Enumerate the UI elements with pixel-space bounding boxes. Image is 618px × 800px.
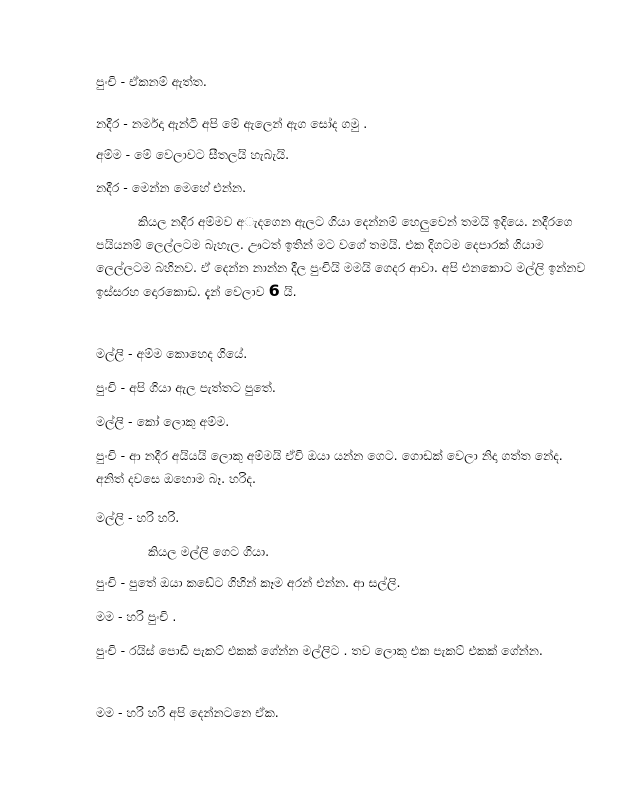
narrative-paragraph: [96, 210, 594, 303]
time-number: 6: [268, 281, 280, 300]
dialogue-line: මම - හරි හරි අපි දෙන්නටනෙ ඒක.: [96, 705, 279, 720]
dialogue-line: පුංචි - ඒකනම් ඇත්ත.: [96, 74, 207, 89]
paragraph-text-end: යි.: [279, 284, 297, 299]
dialogue-line: මල්ලි - අම්ම කොහෙද ගියේ.: [96, 346, 248, 361]
dialogue-line: මල්ලි - හරි හරි.: [96, 510, 180, 525]
dialogue-line: නදීර - නර්මදා ඇන්ටි අපි මේ ඇලෙන් ඇග සෝද ගමු .: [96, 116, 368, 131]
dialogue-line: පුංචි - පුතේ ඔයා කඩේට ගිහින් කෑම අරන් එන්න. ආ සල්ලි.: [96, 575, 401, 590]
dialogue-line: මම - හරි පුංචි .: [96, 609, 177, 624]
paragraph-text: කියල නදීර අම්මව අැදගෙන ඇලට ගියා දෙන්නම් හෙලුවෙන් තමයි ඉදියෙ. නදීරගෙ පයියනම් ලෙල්ලටම බැහැල. ඌටත් ඉතින් මට වගේ තමයි. එක දිගටම දෙපාරක් ගියාම ලෙල්ලටම බහිනව. ඒ දෙන්න නාන්න දීල පුංචියි මමයි ගෙදර ආවා. අපි එනකොට මල්ලි ඉන්නව ඉස්සරහ දොරකොඩ. දැන් වෙලාව: [96, 214, 586, 299]
dialogue-paragraph: පුංචි - ආ නදීර අයියයි ලොකු අම්මයි ඒවි ඔයා යන්න ගෙට. ගොඩක් වෙලා නිදා ගත්ත නේද. අනිත් දවසෙ ඔහොම බෑ. හරිද.: [96, 448, 563, 486]
narrative-line: කියල මල්ලි ගෙට ගියා.: [148, 544, 270, 559]
dialogue-line: මල්ලි - කෝ ලොකු අම්ම.: [96, 414, 230, 429]
dialogue-paragraph: පුංචි - රයිස් පොඩි පැකට් එකක් ගේන්න මල්ලිට . තව ලොකු එක පැකට් එකක් ගේන්න.: [96, 643, 543, 658]
dialogue-line: නදීර - මෙන්න මෙහේ එන්න.: [96, 180, 247, 195]
dialogue-line: පුංචි - අපි ගියා ඇල පැත්තට පුතේ.: [96, 380, 276, 395]
dialogue-line: අම්ම - මේ වෙලාවට සීතලයි හැබැයි.: [96, 147, 290, 162]
